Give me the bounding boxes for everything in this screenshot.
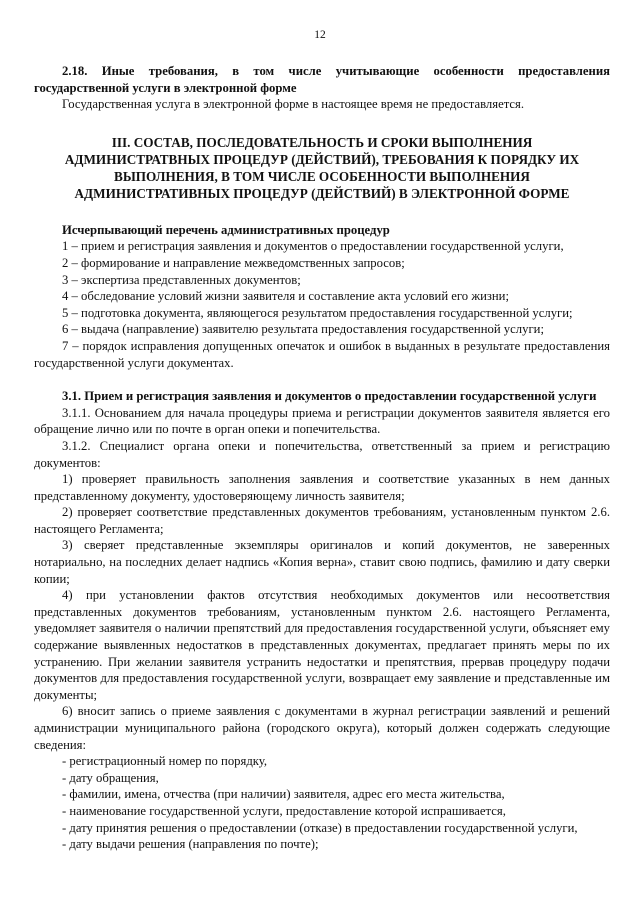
procedure-item: 1 – прием и регистрация заявления и документов о предоставлении государственной услуги, [62,239,564,254]
specialist-duty-item: 2) проверяет соответствие представленных документов требованиям, установленным пунктом 2.6. настоящего Регламента; [34,505,610,536]
specialist-duty-item: 4) при установлении фактов отсутствия необходимых документов или несоответствия представленных документов требованиям, установленным пунктом 2.6. настоящего Регламента, уведомляет заявителя о наличии препятствий для предоставления государственной услуги, объясняет ему содержание выявленных недостатков в представленных документах, предлагает принять меры по их устранению. При желании заявителя устранить недостатки и препятствия, прервав процедуру подачи документов для предоставления государственной услуги, возвращает ему заявление и представленные им документы; [34,588,610,702]
procedure-item: 6 – выдача (направление) заявителю результата предоставления государственной услуги; [62,322,544,337]
specialist-duty-item: 1) проверяет правильность заполнения заявления и соответствие указанных в нем данных представленному документу, удостоверяющему личность заявителя; [34,472,610,503]
journal-detail-item: - фамилии, имена, отчества (при наличии) заявителя, адрес его места жительства, [62,787,505,802]
procedure-item: 2 – формирование и направление межведомственных запросов; [62,255,405,270]
section-2-18-text: Государственная услуга в электронной форме в настоящее время не предоставляется. [62,97,525,112]
journal-detail-item: - наименование государственной услуги, предоставление которой испрашивается, [62,803,506,818]
journal-detail-item: - дату обращения, [62,770,159,785]
journal-detail-item: - дату принятия решения о предоставлении (отказе) в предоставлении государственной услуги, [62,820,578,835]
journal-detail-item: - дату выдачи решения (направления по почте); [62,837,319,852]
page-number: 12 [314,29,326,41]
procedure-item: 5 – подготовка документа, являющегося результатом предоставления государственной услуги; [62,305,573,320]
specialist-duty-item: 3) сверяет представленные экземпляры оригиналов и копий документов, не заверенных нотариально, на последних делает надпись «Копия верна», ставит свою подпись, фамилию и дату сверки копии; [34,538,610,586]
section-3-1-title: 3.1. Прием и регистрация заявления и документов о предоставлении государственной услуги [62,389,597,404]
specialist-duty-item: 6) вносит запись о приеме заявления с документами в журнал регистрации заявлений и решений администрации муниципального района (городского округа), который должен содержать следующие сведения: [34,704,610,752]
section-2-18-title: 2.18. Иные требования, в том числе учитывающие особенности предоставления государственной услуги в электронной форме [34,64,610,95]
document-content [34,63,610,853]
journal-detail-item: - регистрационный номер по порядку, [62,754,268,769]
paragraph-3-1-1: 3.1.1. Основанием для начала процедуры приема и регистрации документов заявителя является его обращение лично или по почте в орган опеки и попечительства. [34,405,610,437]
section-3-heading: III. СОСТАВ, ПОСЛЕДОВАТЕЛЬНОСТЬ И СРОКИ ВЫПОЛНЕНИЯ АДМИНИСТРАТВНЫХ ПРОЦЕДУР (ДЕЙСТВИЙ), ТРЕБОВАНИЯ К ПОРЯДКУ ИХ ВЫПОЛНЕНИЯ, В ТОМ ЧИСЛЕ ОСОБЕННОСТИ ВЫПОЛНЕНИЯ АДМИНИСТРАТИВНЫХ ПРОЦЕДУР (ДЕЙСТВИЙ) В ЭЛЕКТРОННОЙ ФОРМЕ [64,134,580,201]
paragraph-3-1-2: 3.1.2. Специалист органа опеки и попечительства, ответственный за прием и регистрацию документов: [34,438,610,470]
procedure-item: 3 – экспертиза представленных документов; [62,272,301,287]
procedures-list-title: Исчерпывающий перечень административных процедур [62,222,390,237]
procedure-item: 4 – обследование условий жизни заявителя и составление акта условий его жизни; [62,289,509,304]
section-spacer [34,371,610,388]
procedure-item: 7 – порядок исправления допущенных опечаток и ошибок в выданных в результате предоставления государственной услуги документах. [34,338,610,370]
